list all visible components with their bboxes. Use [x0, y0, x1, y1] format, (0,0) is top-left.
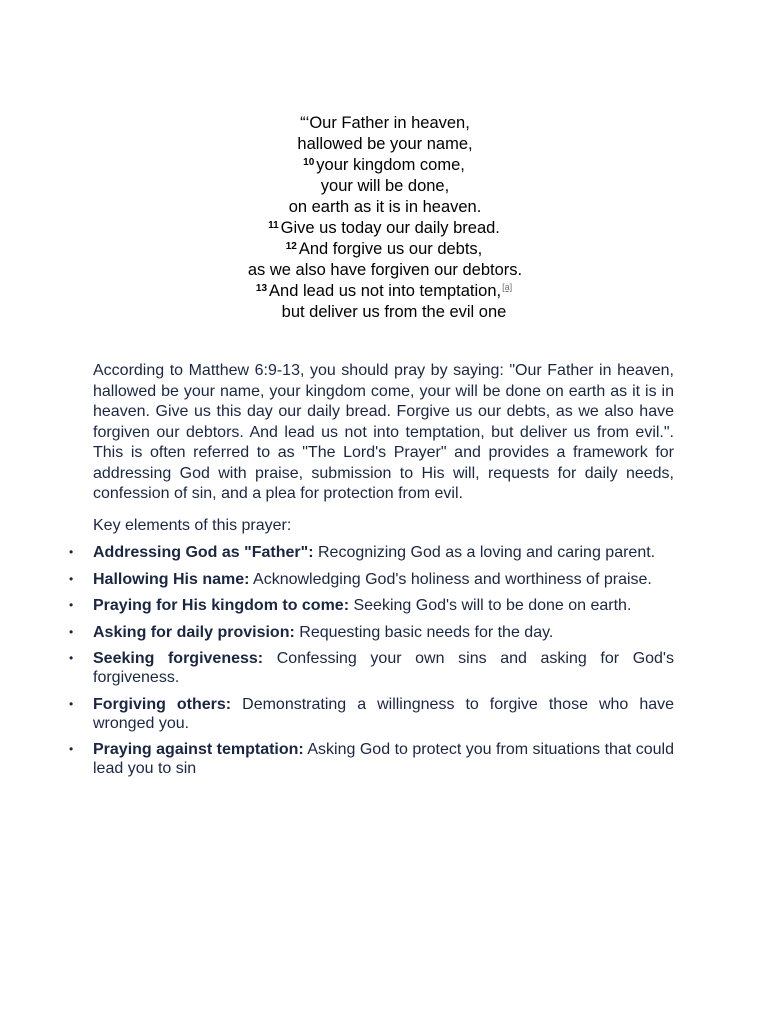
verse-line	[0, 113, 768, 134]
element-description: Acknowledging God's holiness and worthiness of praise.	[253, 570, 652, 588]
verse-line	[0, 281, 768, 302]
verse-line	[0, 218, 768, 239]
list-item	[69, 543, 674, 562]
element-term: Praying against temptation:	[93, 741, 304, 758]
bullet-icon: •	[69, 598, 74, 612]
bullet-icon: •	[69, 545, 74, 559]
element-term: Asking for daily provision:	[93, 623, 295, 641]
verse-text: hallowed be your name,	[297, 135, 473, 153]
element-term: Praying for His kingdom to come:	[93, 597, 350, 614]
element-description: Asking God to protect you from situations that could lead you to sin	[93, 741, 675, 777]
verse-text: “‘Our Father in heaven,	[300, 114, 470, 132]
verse-line	[0, 134, 768, 155]
bullet-icon: •	[69, 742, 74, 756]
verse-line	[0, 197, 768, 218]
scripture-passage	[0, 113, 768, 323]
bullet-icon: •	[69, 571, 74, 586]
verse-text: And forgive us our debts,	[298, 240, 483, 258]
bullet-icon: •	[69, 651, 74, 665]
verse-text: Give us today our daily bread.	[280, 219, 500, 237]
verse-line	[0, 260, 768, 281]
element-term: Forgiving others:	[93, 695, 232, 713]
element-description: Confessing your own sins and asking for God's forgiveness.	[93, 650, 674, 686]
verse-text: on earth as it is in heaven.	[288, 198, 482, 216]
answer-paragraph: According to Matthew 6:9-13, you should pray by saying: "Our Father in heaven, hallowed be your name, your kingdom come, your will be done on earth as it is in heaven. Give us this day our daily bread. Forgive us our debts, as we also have forgiven our debtors. And lead us not into temptation, but deliver us from evil.". This is often referred to as "The Lord's Prayer" and provides a framework for addressing God with praise, submission to His will, requests for daily needs, confession of sin, and a plea for protection from evil.	[93, 362, 674, 502]
key-elements-list	[69, 543, 675, 778]
answer-section	[69, 361, 675, 786]
footnote-link[interactable]: [a]	[502, 282, 513, 292]
verse-number: 13	[255, 283, 268, 294]
verse-number: 12	[285, 241, 297, 252]
bullet-icon: •	[69, 624, 74, 639]
element-description: Seeking God's will to be done on earth.	[353, 597, 632, 614]
bullet-icon: •	[69, 696, 74, 711]
verse-line	[0, 239, 768, 260]
verse-text: your will be done,	[320, 177, 450, 195]
list-item	[69, 740, 675, 778]
element-description: Demonstrating a willingness to forgive those who have wronged you.	[93, 695, 675, 732]
verse-text: as we also have forgiven our debtors.	[247, 261, 523, 279]
element-term: Hallowing His name:	[93, 570, 250, 588]
list-item	[69, 649, 674, 687]
verse-text: your kingdom come,	[316, 156, 465, 174]
list-item	[69, 695, 675, 733]
element-description: Recognizing God as a loving and caring parent.	[318, 544, 656, 561]
verse-number: 11	[268, 220, 279, 231]
verse-line	[0, 302, 768, 323]
list-item	[69, 570, 674, 589]
verse-number: 10	[303, 157, 315, 168]
verse-text: but deliver us from the evil one	[281, 303, 507, 321]
key-elements-heading: Key elements of this prayer:	[93, 516, 292, 534]
element-description: Requesting basic needs for the day.	[299, 623, 554, 641]
verse-line	[0, 176, 768, 197]
verse-line	[0, 155, 768, 176]
element-term: Seeking forgiveness:	[93, 650, 264, 667]
list-item	[69, 623, 674, 642]
element-term: Addressing God as "Father":	[93, 544, 314, 561]
verse-text: And lead us not into temptation,	[269, 282, 502, 300]
list-item	[69, 596, 674, 615]
